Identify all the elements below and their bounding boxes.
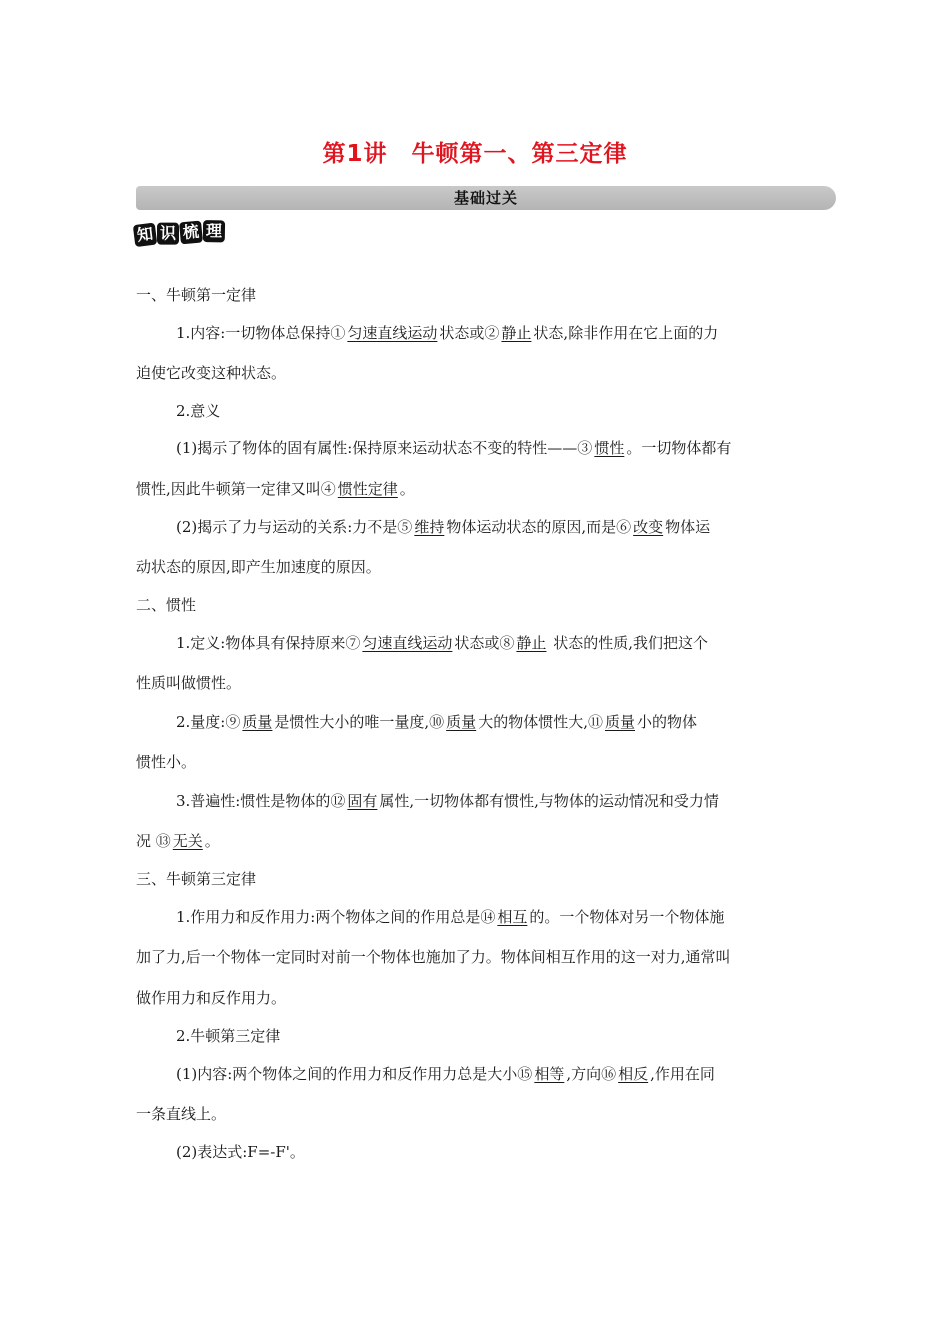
paragraph-line: (2)揭示了力与运动的关系:力不是⑤ 维持 物体运动状态的原因,而是⑥ 改变 物体运 [176, 518, 711, 536]
answer-blank: 相反 [618, 1065, 649, 1083]
paragraph-line: (1)揭示了物体的固有属性:保持原来运动状态不变的特性——③ 惯性 。一切物体都有 [176, 439, 732, 457]
paragraph-line: 加了力,后一个物体一定同时对前一个物体也施加了力。物体间相互作用的这一对力,通常叫 [136, 948, 731, 966]
answer-blank: 固有 [347, 792, 378, 810]
answer-blank: 相互 [497, 908, 528, 926]
answer-blank: 惯性定律 [337, 480, 398, 498]
tag-char: 理 [203, 220, 225, 242]
paragraph-line: 动状态的原因,即产生加速度的原因。 [136, 558, 381, 576]
subheading: 2.意义 [176, 402, 221, 420]
paragraph-line: 况 ⑬ 无关 。 [136, 832, 220, 850]
answer-blank: 匀速直线运动 [362, 634, 453, 652]
paragraph-line: 1.定义:物体具有保持原来⑦ 匀速直线运动 状态或⑧ 静止 状态的性质,我们把这个 [176, 634, 708, 652]
paragraph-line: 迫使它改变这种状态。 [136, 364, 287, 382]
paragraph-line: 惯性小。 [136, 753, 197, 771]
answer-blank: 维持 [414, 518, 445, 536]
formula-line: (2)表达式:F=-F'。 [176, 1143, 305, 1161]
answer-blank: 惯性 [594, 439, 625, 457]
tag-char: 识 [157, 223, 179, 245]
answer-blank: 质量 [446, 713, 477, 731]
section-banner: 基础过关 [136, 186, 836, 210]
answer-blank: 匀速直线运动 [347, 324, 438, 342]
knowledge-tag-logo [133, 220, 226, 247]
paragraph-line: 1.作用力和反作用力:两个物体之间的作用总是⑭ 相互 的。一个物体对另一个物体施 [176, 908, 725, 926]
tag-char: 梳 [179, 221, 203, 245]
answer-blank: 改变 [633, 518, 664, 536]
answer-blank: 静止 [516, 634, 547, 652]
paragraph-line: 1.内容:一切物体总保持① 匀速直线运动 状态或② 静止 状态,除非作用在它上面的力 [176, 324, 719, 342]
answer-blank: 相等 [534, 1065, 565, 1083]
paragraph-line: 3.普遍性:惯性是物体的⑫ 固有 属性,一切物体都有惯性,与物体的运动情况和受力情 [176, 792, 719, 810]
answer-blank: 质量 [242, 713, 273, 731]
paragraph-line: 做作用力和反作用力。 [136, 989, 287, 1007]
tag-char: 知 [133, 223, 158, 248]
answer-blank: 质量 [604, 713, 635, 731]
answer-blank: 静止 [501, 324, 532, 342]
paragraph-line: 一条直线上。 [136, 1105, 227, 1123]
paragraph-line: 2.量度:⑨ 质量 是惯性大小的唯一量度,⑩ 质量 大的物体惯性大,⑪ 质量 小的物体 [176, 713, 697, 731]
paragraph-line: 惯性,因此牛顿第一定律又叫④ 惯性定律 。 [136, 480, 415, 498]
answer-blank: 无关 [172, 832, 203, 850]
heading-2: 二、惯性 [136, 596, 197, 614]
heading-3: 三、牛顿第三定律 [136, 870, 257, 888]
heading-1: 一、牛顿第一定律 [136, 286, 257, 304]
paragraph-line: (1)内容:两个物体之间的作用力和反作用力总是大小⑮ 相等 ,方向⑯ 相反 ,作用在同 [176, 1065, 715, 1083]
page-title: 第1讲 牛顿第一、第三定律 [322, 141, 628, 167]
subheading: 2.牛顿第三定律 [176, 1027, 281, 1045]
paragraph-line: 性质叫做惯性。 [136, 674, 242, 692]
